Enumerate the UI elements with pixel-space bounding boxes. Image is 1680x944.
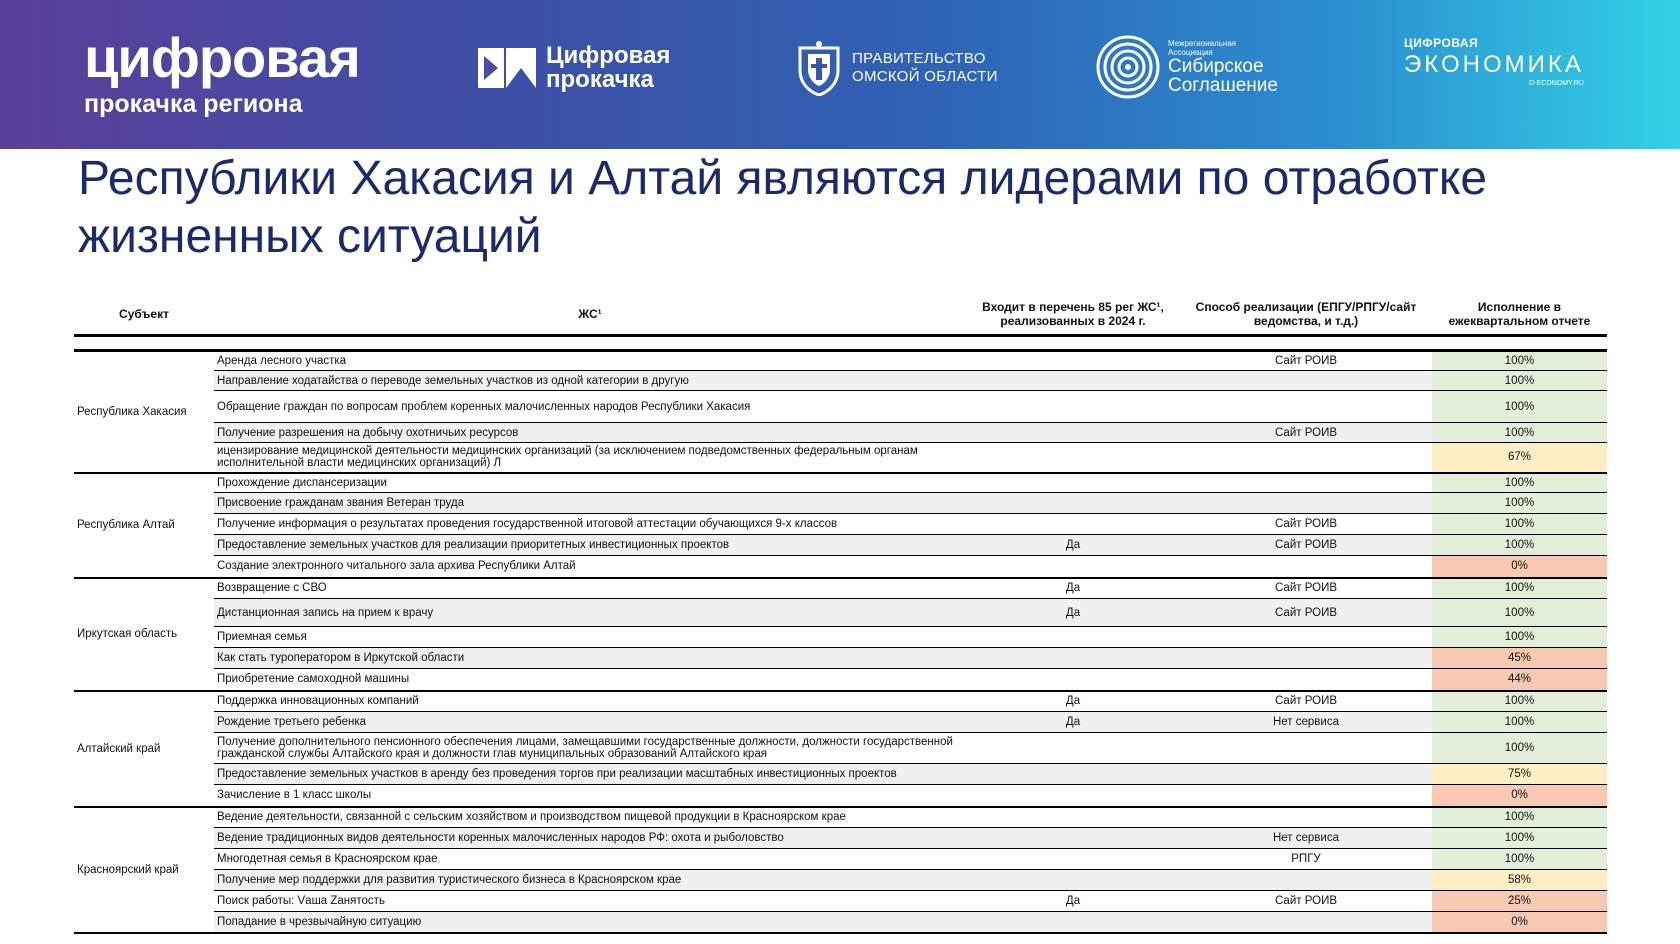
list-cell bbox=[966, 371, 1180, 391]
list-cell bbox=[966, 556, 1180, 578]
exec-cell: 100% bbox=[1432, 599, 1607, 627]
method-cell bbox=[1180, 627, 1432, 648]
header-zs: ЖС¹ bbox=[578, 307, 602, 321]
table-row bbox=[74, 849, 1607, 870]
exec-cell: 100% bbox=[1432, 535, 1607, 556]
exec-cell: 100% bbox=[1432, 351, 1607, 371]
econ-big: ЭКОНОМИКА bbox=[1404, 51, 1584, 78]
header-subject: Субъект bbox=[119, 307, 169, 321]
sib-line1: Сибирское bbox=[1168, 56, 1264, 77]
zs-cell: Как стать туроператором в Иркутской области bbox=[214, 648, 966, 669]
exec-cell: 100% bbox=[1432, 828, 1607, 849]
table-row bbox=[74, 599, 1607, 627]
list-cell bbox=[966, 648, 1180, 669]
method-cell bbox=[1180, 493, 1432, 514]
table-body bbox=[74, 351, 1607, 933]
list-cell: Да bbox=[966, 578, 1180, 599]
exec-cell: 100% bbox=[1432, 423, 1607, 443]
table-header-row bbox=[74, 294, 1607, 336]
zs-cell: Рождение третьего ребенка bbox=[214, 712, 966, 733]
exec-cell: 100% bbox=[1432, 712, 1607, 733]
table-row bbox=[74, 764, 1607, 785]
zs-cell: Получение дополнительного пенсионного обеспечения лицами, замещавшими государственные должности, должности государственной гражданской службы Алтайского края и должности глав муниципальных образований Алтайского края bbox=[214, 733, 966, 764]
zs-cell: Обращение граждан по вопросам проблем коренных малочисленных народов Республики Хакасия bbox=[214, 391, 966, 423]
subject-cell: Красноярский край bbox=[74, 807, 214, 933]
exec-cell: 100% bbox=[1432, 473, 1607, 493]
method-cell: Сайт РОИВ bbox=[1180, 514, 1432, 535]
sib-small2: Ассоциация bbox=[1168, 48, 1213, 57]
method-cell: Сайт РОИВ bbox=[1180, 599, 1432, 627]
table-row bbox=[74, 691, 1607, 712]
exec-cell: 0% bbox=[1432, 785, 1607, 807]
gov-line2: ОМСКОЙ ОБЛАСТИ bbox=[852, 68, 998, 85]
zs-cell: ицензирование медицинской деятельности медицинских организаций (за исключением подведомственных федеральным органам исполнительной власти медицинских организаций) Л bbox=[214, 443, 966, 473]
table-row bbox=[74, 493, 1607, 514]
header-list: Входит в перечень 85 рег ЖС¹, реализованных в 2024 г. bbox=[982, 300, 1164, 328]
list-cell: Да bbox=[966, 535, 1180, 556]
list-cell bbox=[966, 514, 1180, 535]
list-cell bbox=[966, 391, 1180, 423]
method-cell bbox=[1180, 807, 1432, 828]
list-cell bbox=[966, 669, 1180, 691]
zs-cell: Получение информация о результатах проведения государственной итоговой аттестации обучающихся 9-х классов bbox=[214, 514, 966, 535]
exec-cell: 100% bbox=[1432, 514, 1607, 535]
exec-cell: 25% bbox=[1432, 891, 1607, 912]
econ-small: ЦИФРОВАЯ bbox=[1404, 36, 1479, 50]
exec-cell: 100% bbox=[1432, 733, 1607, 764]
list-cell bbox=[966, 828, 1180, 849]
method-cell: Нет сервиса bbox=[1180, 828, 1432, 849]
brand-line1: цифровая bbox=[84, 26, 360, 89]
table-row bbox=[74, 351, 1607, 371]
method-cell bbox=[1180, 648, 1432, 669]
table-row bbox=[74, 807, 1607, 828]
subject-cell: Алтайский край bbox=[74, 691, 214, 807]
zs-cell: Многодетная семья в Красноярском крае bbox=[214, 849, 966, 870]
exec-cell: 100% bbox=[1432, 493, 1607, 514]
zs-cell: Ведение традиционных видов деятельности коренных малочисленных народов РФ: охота и рыболовство bbox=[214, 828, 966, 849]
table-row bbox=[74, 648, 1607, 669]
method-cell bbox=[1180, 669, 1432, 691]
siberian-agreement-logo bbox=[1096, 32, 1278, 102]
brand-logo bbox=[84, 28, 360, 118]
exec-cell: 67% bbox=[1432, 443, 1607, 473]
zs-cell: Получение разрешения на добычу охотничьих ресурсов bbox=[214, 423, 966, 443]
subject-cell: Республика Алтай bbox=[74, 473, 214, 578]
method-cell: Сайт РОИВ bbox=[1180, 891, 1432, 912]
zs-cell: Попадание в чрезвычайную ситуацию bbox=[214, 912, 966, 933]
table-row bbox=[74, 391, 1607, 423]
zs-cell: Присвоение гражданам звания Ветеран труда bbox=[214, 493, 966, 514]
gov-line1: ПРАВИТЕЛЬСТВО bbox=[852, 50, 986, 67]
list-cell bbox=[966, 733, 1180, 764]
table-row bbox=[74, 912, 1607, 933]
zs-cell: Приобретение самоходной машины bbox=[214, 669, 966, 691]
list-cell bbox=[966, 493, 1180, 514]
method-cell: Сайт РОИВ bbox=[1180, 578, 1432, 599]
list-cell bbox=[966, 870, 1180, 891]
method-cell: Сайт РОИВ bbox=[1180, 351, 1432, 371]
exec-cell: 75% bbox=[1432, 764, 1607, 785]
coat-of-arms-icon bbox=[796, 40, 842, 96]
list-cell bbox=[966, 627, 1180, 648]
method-cell: Сайт РОИВ bbox=[1180, 535, 1432, 556]
exec-cell: 45% bbox=[1432, 648, 1607, 669]
table-row bbox=[74, 423, 1607, 443]
header-banner bbox=[0, 0, 1680, 149]
econ-url: D-ECONOMY.RU bbox=[1529, 80, 1584, 87]
table-row bbox=[74, 870, 1607, 891]
zs-cell: Зачисление в 1 класс школы bbox=[214, 785, 966, 807]
exec-cell: 100% bbox=[1432, 391, 1607, 423]
table-row bbox=[74, 514, 1607, 535]
list-cell bbox=[966, 785, 1180, 807]
zs-cell: Получение мер поддержки для развития туристического бизнеса в Красноярском крае bbox=[214, 870, 966, 891]
list-cell bbox=[966, 849, 1180, 870]
spiral-icon bbox=[1096, 32, 1160, 102]
method-cell bbox=[1180, 912, 1432, 933]
method-cell bbox=[1180, 443, 1432, 473]
exec-cell: 0% bbox=[1432, 912, 1607, 933]
table-row bbox=[74, 712, 1607, 733]
method-cell: Нет сервиса bbox=[1180, 712, 1432, 733]
table-row bbox=[74, 371, 1607, 391]
header-exec: Исполнение в ежеквартальном отчете bbox=[1448, 300, 1591, 328]
list-cell: Да bbox=[966, 712, 1180, 733]
method-cell bbox=[1180, 785, 1432, 807]
zs-cell: Возвращение с СВО bbox=[214, 578, 966, 599]
method-cell: Сайт РОИВ bbox=[1180, 423, 1432, 443]
table-row bbox=[74, 535, 1607, 556]
zs-cell: Прохождение диспансеризации bbox=[214, 473, 966, 493]
prokachka-logo bbox=[478, 44, 670, 92]
exec-cell: 58% bbox=[1432, 870, 1607, 891]
zs-cell: Дистанционная запись на прием к врачу bbox=[214, 599, 966, 627]
prokachka-mark-icon bbox=[478, 48, 536, 88]
zs-cell: Ведение деятельности, связанной с сельским хозяйством и производством пищевой продукции в Красноярском крае bbox=[214, 807, 966, 828]
prokachka-line2: прокачка bbox=[546, 66, 654, 93]
exec-cell: 100% bbox=[1432, 578, 1607, 599]
list-cell bbox=[966, 473, 1180, 493]
method-cell bbox=[1180, 391, 1432, 423]
page-title: Республики Хакасия и Алтай являются лидерами по отработке жизненных ситуаций bbox=[78, 152, 1488, 263]
method-cell bbox=[1180, 473, 1432, 493]
exec-cell: 100% bbox=[1432, 807, 1607, 828]
method-cell bbox=[1180, 733, 1432, 764]
table-row bbox=[74, 473, 1607, 493]
sib-small1: Межрегиональная bbox=[1168, 39, 1237, 48]
zs-cell: Поддержка инновационных компаний bbox=[214, 691, 966, 712]
zs-cell: Предоставление земельных участков в аренду без проведения торгов при реализации масштабных инвестиционных проектов bbox=[214, 764, 966, 785]
zs-cell: Предоставление земельных участков для реализации приоритетных инвестиционных проектов bbox=[214, 535, 966, 556]
table-row bbox=[74, 578, 1607, 599]
list-cell: Да bbox=[966, 691, 1180, 712]
list-cell bbox=[966, 807, 1180, 828]
method-cell bbox=[1180, 371, 1432, 391]
life-situations-table bbox=[74, 294, 1607, 934]
table-row bbox=[74, 443, 1607, 473]
list-cell bbox=[966, 443, 1180, 473]
zs-cell: Приемная семья bbox=[214, 627, 966, 648]
zs-cell: Поиск работы: Vаша Zанятость bbox=[214, 891, 966, 912]
zs-cell: Создание электронного читального зала архива Республики Алтай bbox=[214, 556, 966, 578]
exec-cell: 100% bbox=[1432, 849, 1607, 870]
table-row bbox=[74, 556, 1607, 578]
table-row bbox=[74, 733, 1607, 764]
brand-line2: прокачка региона bbox=[84, 90, 303, 118]
list-cell bbox=[966, 423, 1180, 443]
method-cell: Сайт РОИВ bbox=[1180, 691, 1432, 712]
zs-cell: Аренда лесного участка bbox=[214, 351, 966, 371]
subject-cell: Иркутская область bbox=[74, 578, 214, 691]
list-cell: Да bbox=[966, 891, 1180, 912]
table-row bbox=[74, 828, 1607, 849]
exec-cell: 100% bbox=[1432, 371, 1607, 391]
table-row bbox=[74, 669, 1607, 691]
list-cell bbox=[966, 764, 1180, 785]
method-cell bbox=[1180, 764, 1432, 785]
exec-cell: 100% bbox=[1432, 627, 1607, 648]
zs-cell: Направление ходатайства о переводе земельных участков из одной категории в другую bbox=[214, 371, 966, 391]
subject-cell: Республика Хакасия bbox=[74, 351, 214, 473]
exec-cell: 44% bbox=[1432, 669, 1607, 691]
table-row bbox=[74, 785, 1607, 807]
sib-line2: Соглашение bbox=[1168, 75, 1278, 96]
digital-economy-logo bbox=[1404, 36, 1584, 87]
table-row bbox=[74, 891, 1607, 912]
omsk-government-logo bbox=[796, 40, 998, 96]
method-cell: РПГУ bbox=[1180, 849, 1432, 870]
exec-cell: 100% bbox=[1432, 691, 1607, 712]
list-cell: Да bbox=[966, 599, 1180, 627]
list-cell bbox=[966, 912, 1180, 933]
list-cell bbox=[966, 351, 1180, 371]
prokachka-line1: Цифровая bbox=[546, 42, 671, 69]
method-cell bbox=[1180, 870, 1432, 891]
exec-cell: 0% bbox=[1432, 556, 1607, 578]
method-cell bbox=[1180, 556, 1432, 578]
header-method: Способ реализации (ЕПГУ/РПГУ/сайт ведомства, и т.д.) bbox=[1195, 300, 1417, 328]
table-row bbox=[74, 627, 1607, 648]
